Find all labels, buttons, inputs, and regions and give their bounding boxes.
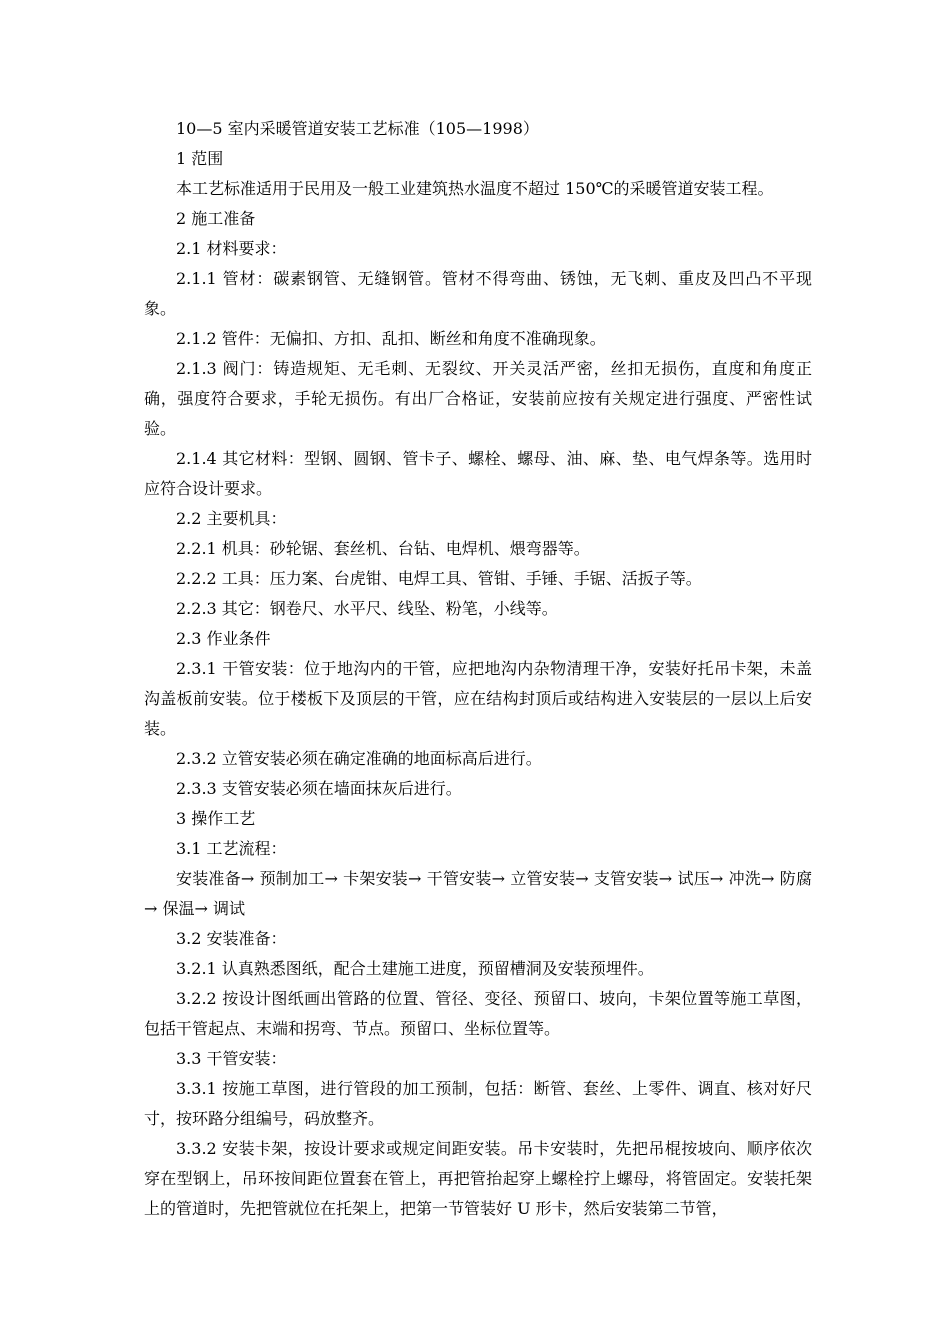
subsection-heading: 2.1 材料要求： xyxy=(176,239,287,258)
document-title: 10—5 室内采暖管道安装工艺标准（105—1998） xyxy=(176,119,539,138)
paragraph: 本工艺标准适用于民用及一般工业建筑热水温度不超过 150℃的采暖管道安装工程。 xyxy=(176,179,774,198)
paragraph: 3.3.2 安装卡架，按设计要求或规定间距安装。吊卡安装时，先把吊棍按坡向、顺序依次穿在型钢上，吊环按间距位置套在管上，再把管抬起穿上螺栓拧上螺母，将管固定。安装托架上的管道时，先把管就位在托架上，把第一节管装好 U 形卡，然后安装第二节管， xyxy=(144,1139,812,1218)
process-flow: 安装准备→ 预制加工→ 卡架安装→ 干管安装→ 立管安装→ 支管安装→ 试压→ 冲洗→ 防腐→ 保温→ 调试 xyxy=(144,869,812,918)
document-body xyxy=(144,114,812,1224)
subsection-heading: 2.2 主要机具： xyxy=(176,509,287,528)
paragraph: 2.3.2 立管安装必须在确定准确的地面标高后进行。 xyxy=(176,749,542,768)
paragraph: 2.2.2 工具：压力案、台虎钳、电焊工具、管钳、手锤、手锯、活扳子等。 xyxy=(176,569,702,588)
paragraph: 2.2.1 机具：砂轮锯、套丝机、台钻、电焊机、煨弯器等。 xyxy=(176,539,590,558)
paragraph: 2.1.3 阀门：铸造规矩、无毛刺、无裂纹、开关灵活严密，丝扣无损伤，直度和角度正确，强度符合要求，手轮无损伤。有出厂合格证，安装前应按有关规定进行强度、严密性试验。 xyxy=(144,359,812,438)
subsection-heading: 3.2 安装准备： xyxy=(176,929,287,948)
subsection-heading: 2.3 作业条件 xyxy=(176,629,271,648)
paragraph: 2.1.2 管件：无偏扣、方扣、乱扣、断丝和角度不准确现象。 xyxy=(176,329,606,348)
paragraph: 2.1.1 管材：碳素钢管、无缝钢管。管材不得弯曲、锈蚀，无飞刺、重皮及凹凸不平现象。 xyxy=(144,269,812,318)
subsection-heading: 3.1 工艺流程： xyxy=(176,839,287,858)
paragraph: 2.1.4 其它材料：型钢、圆钢、管卡子、螺栓、螺母、油、麻、垫、电气焊条等。选用时应符合设计要求。 xyxy=(144,449,812,498)
section-heading: 3 操作工艺 xyxy=(176,809,256,828)
paragraph: 3.3.1 按施工草图，进行管段的加工预制，包括：断管、套丝、上零件、调直、核对好尺寸，按环路分组编号，码放整齐。 xyxy=(144,1079,812,1128)
paragraph: 2.3.3 支管安装必须在墙面抹灰后进行。 xyxy=(176,779,462,798)
paragraph: 2.3.1 干管安装：位于地沟内的干管，应把地沟内杂物清理干净，安装好托吊卡架，未盖沟盖板前安装。位于楼板下及顶层的干管，应在结构封顶后或结构进入安装层的一层以上后安装。 xyxy=(144,659,812,738)
paragraph: 3.2.1 认真熟悉图纸，配合土建施工进度，预留槽洞及安装预埋件。 xyxy=(176,959,654,978)
paragraph: 3.2.2 按设计图纸画出管路的位置、管径、变径、预留口、坡向，卡架位置等施工草图，包括干管起点、末端和拐弯、节点。预留口、坐标位置等。 xyxy=(144,989,812,1038)
section-heading: 2 施工准备 xyxy=(176,209,256,228)
section-heading: 1 范围 xyxy=(176,149,224,168)
subsection-heading: 3.3 干管安装： xyxy=(176,1049,287,1068)
paragraph: 2.2.3 其它：钢卷尺、水平尺、线坠、粉笔，小线等。 xyxy=(176,599,558,618)
